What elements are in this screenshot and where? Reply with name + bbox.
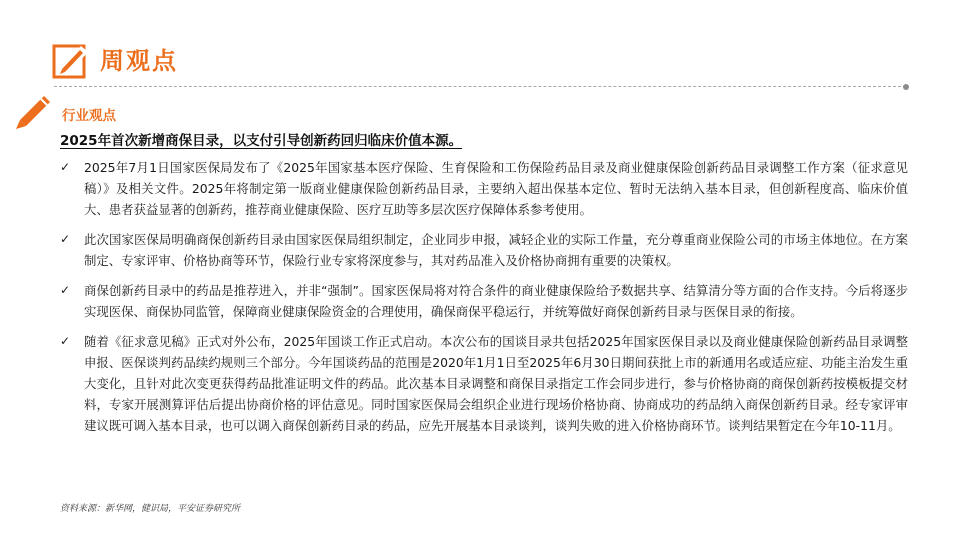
pencil-icon [14, 90, 54, 130]
checkmark-icon: ✓ [60, 283, 71, 297]
bullet-item [60, 157, 908, 220]
source-note: 资料来源：新华网，健识局，平安证券研究所 [60, 504, 241, 514]
bullet-item [60, 229, 908, 271]
bullet-text: 此次国家医保局明确商保创新药目录由国家医保局组织制定，企业同步申报，减轻企业的实际工作量，充分尊重商业保险公司的市场主体地位。在方案制定、专家评审、价格协商等环节，保险行业专家将深度参与，其对药品准入及价格协商拥有重要的决策权。 [84, 232, 908, 268]
header-divider [54, 86, 906, 87]
checkmark-icon: ✓ [60, 160, 71, 174]
bullet-list [60, 157, 908, 445]
section-heading: 行业观点 [62, 108, 116, 124]
divider-end-dot [903, 84, 909, 90]
bullet-item [60, 280, 908, 322]
headline: 2025年首次新增商保目录，以支付引导创新药回归临床价值本源。 [60, 133, 463, 149]
bullet-item [60, 331, 908, 436]
page-title: 周观点 [100, 47, 178, 75]
checkmark-icon: ✓ [60, 334, 71, 348]
bullet-text: 2025年7月1日国家医保局发布了《2025年国家基本医疗保险、生育保险和工伤保险药品目录及商业健康保险创新药品目录调整工作方案（征求意见稿）》及相关文件。2025年将制定第一版商业健康保险创新药品目录，主要纳入超出保基本定位、暂时无法纳入基本目录，但创新程度高、临床价值大、患者获益显著的创新药，推荐商业健康保险、医疗互助等多层次医疗保障体系参考使用。 [84, 160, 908, 217]
checkmark-icon: ✓ [60, 232, 71, 246]
bullet-text: 商保创新药目录中的药品是推荐进入，并非“强制”。国家医保局将对符合条件的商业健康保险给予数据共享、结算清分等方面的合作支持。今后将逐步实现医保、商保协同监管，保障商业健康保险资金的合理使用，确保商保平稳运行，并统筹做好商保创新药目录与医保目录的衔接。 [84, 283, 908, 319]
bullet-text: 随着《征求意见稿》正式对外公布，2025年国谈工作正式启动。本次公布的国谈目录共包括2025年国家医保目录以及商业健康保险创新药品目录调整申报、医保谈判药品续约规则三个部分。今年国谈药品的范围是2020年1月1日至2025年6月30日期间获批上市的新通用名或适应症、功能主治发生重大变化，且针对此次变更获得药品批准证明文件的药品。此次基本目录调整和商保目录指定工作会同步进行，参与价格协商的商保创新药按模板提交材料，专家开展测算评估后提出协商价格的评估意见。同时国家医保局会组织企业进行现场价格协商、协商成功的药品纳入商保创新药目录。经专家评审建议既可调入基本目录，也可以调入商保创新药目录的药品，应先开展基本目录谈判，谈判失败的进入价格协商环节。谈判结果暂定在今年10-11月。 [84, 334, 908, 433]
checkbox-pencil-icon [52, 43, 88, 79]
